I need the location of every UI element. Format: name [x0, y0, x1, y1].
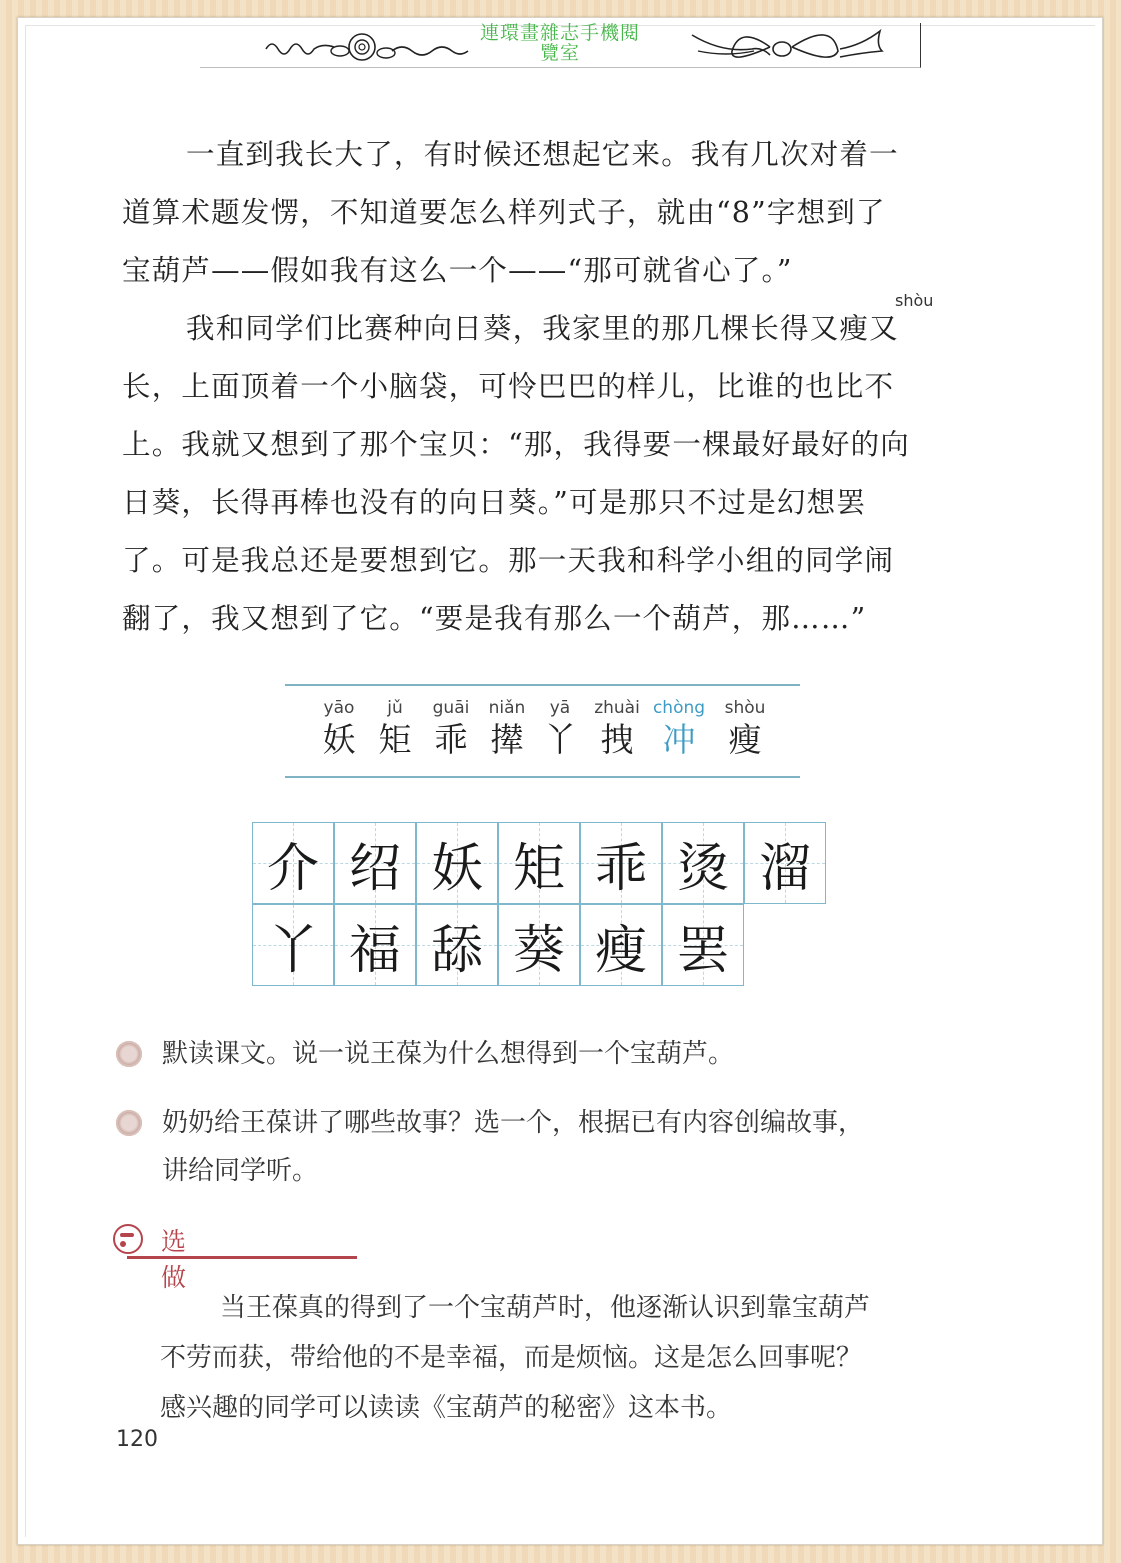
- text-line: 上。我就又想到了那个宝贝：“那，我得要一棵最好最好的向: [122, 428, 910, 461]
- optional-badge-icon: [113, 1224, 143, 1254]
- hanzi-char: 冲: [662, 720, 696, 759]
- pinyin-char-item: [715, 698, 775, 760]
- grid-char: 丫: [266, 920, 319, 981]
- grid-char: 绍: [348, 838, 401, 899]
- text-line: 当王葆真的得到了一个宝葫芦时，他逐渐认识到靠宝葫芦: [220, 1293, 871, 1323]
- text-line: 宝葫芦——假如我有这么一个——“那可就省心了。”: [122, 254, 793, 287]
- exercise-item-2: [116, 1099, 976, 1195]
- hanzi-char: 撵: [490, 720, 524, 759]
- grid-cell: [498, 822, 580, 904]
- grid-char: 烫: [676, 838, 729, 899]
- grid-cell: [416, 822, 498, 904]
- pinyin-char-item: [477, 698, 537, 760]
- grid-cell: [662, 904, 744, 986]
- grid-cell: [252, 822, 334, 904]
- exercise-item-1: [116, 1030, 976, 1078]
- grid-char: 溜: [758, 838, 811, 899]
- pinyin-label: guāi: [432, 698, 470, 718]
- grid-char: 瘦: [594, 920, 647, 981]
- page-number: 120: [116, 1427, 158, 1452]
- banner-title: [400, 23, 720, 63]
- exercise-seal-icon: [116, 1041, 142, 1067]
- pinyin-row: [285, 698, 800, 774]
- grid-char: 矩: [512, 838, 565, 899]
- exercise-text: [162, 1099, 864, 1195]
- pinyin-label: zhuài: [594, 698, 640, 718]
- text-line: 我和同学们比赛种向日葵，我家里的那几棵长得又瘦又: [186, 312, 899, 345]
- pinyin-label: shòu: [724, 698, 766, 718]
- pinyin-label: yāo: [323, 698, 355, 718]
- ribbon-bow-icon: [690, 27, 890, 65]
- pinyin-char-item: [365, 698, 425, 760]
- optional-section-header: [113, 1222, 248, 1292]
- pinyin-char-item: [421, 698, 481, 760]
- hanzi-char: 瘦: [728, 720, 762, 759]
- grid-char: 乖: [594, 838, 647, 899]
- text-line: 不劳而获，带给他的不是幸福，而是烦恼。这是怎么回事呢？: [160, 1343, 863, 1373]
- exercise-line: 默读课文。说一说王葆为什么想得到一个宝葫芦。: [162, 1039, 735, 1069]
- grid-char: 葵: [512, 920, 565, 981]
- new-characters-pinyin-strip: [285, 684, 800, 778]
- grid-cell: [662, 822, 744, 904]
- text-line: 了。可是我总还是要想到它。那一天我和科学小组的同学闹: [122, 544, 895, 577]
- text-line: 日葵，长得再棒也没有的向日葵。”可是那只不过是幻想罢: [122, 486, 867, 519]
- grid-char: 舔: [430, 920, 483, 981]
- grid-cell: [334, 822, 416, 904]
- pinyin-char-item: [309, 698, 369, 760]
- exercise-text: [162, 1030, 734, 1078]
- text-line: 一直到我长大了，有时候还想起它来。我有几次对着一: [186, 138, 899, 171]
- banner-title-line2: 覽室: [539, 42, 580, 64]
- grid-cell: [252, 904, 334, 986]
- pinyin-label: jǔ: [387, 698, 403, 718]
- grid-cell: [416, 904, 498, 986]
- optional-underline: [127, 1256, 357, 1259]
- pinyin-annotation: shòu: [895, 291, 934, 310]
- optional-reading-paragraph: [160, 1283, 980, 1433]
- grid-char: 介: [266, 838, 319, 899]
- exercise-line: 奶奶给王葆讲了哪些故事？选一个，根据已有内容创编故事，: [162, 1108, 865, 1138]
- text-line: 感兴趣的同学可以读读《宝葫芦的秘密》这本书。: [160, 1393, 733, 1423]
- passage-paragraph-1: [122, 126, 972, 300]
- hanzi-char: 矩: [378, 720, 412, 759]
- text-line: 道算术题发愣，不知道要怎么样列式子，就由“8”字想到了: [122, 196, 886, 229]
- hanzi-char: 乖: [434, 720, 468, 759]
- pinyin-char-item-highlighted: [649, 698, 709, 760]
- pinyin-char-item: [587, 698, 647, 760]
- hanzi-char: 妖: [322, 720, 356, 759]
- exercise-line: 讲给同学听。: [162, 1156, 319, 1186]
- grid-cell: [334, 904, 416, 986]
- header-banner: [200, 23, 921, 68]
- hanzi-char: 丫: [543, 720, 577, 759]
- text-line: 翻了，我又想到了它。“要是我有那么一个葫芦，那……”: [122, 602, 867, 635]
- grid-char: 福: [348, 920, 401, 981]
- optional-label: 选 做: [161, 1227, 199, 1292]
- grid-cell: [744, 822, 826, 904]
- grid-cell: [580, 822, 662, 904]
- text-line: 长，上面顶着一个小脑袋，可怜巴巴的样儿，比谁的也比不: [122, 370, 895, 403]
- exercise-seal-icon: [116, 1110, 142, 1136]
- banner-title-line1: 連環畫雜志手機閱: [479, 22, 640, 44]
- pinyin-label: yā: [549, 698, 571, 718]
- grid-char: 妖: [430, 838, 483, 899]
- passage-paragraph-2: [122, 300, 972, 648]
- grid-char: 罢: [676, 920, 729, 981]
- pinyin-char-item: [530, 698, 590, 760]
- grid-cell: [498, 904, 580, 986]
- grid-cell: [580, 904, 662, 986]
- pinyin-label: chòng: [652, 698, 706, 718]
- hanzi-char: 拽: [600, 720, 634, 759]
- pinyin-label: niǎn: [488, 698, 526, 718]
